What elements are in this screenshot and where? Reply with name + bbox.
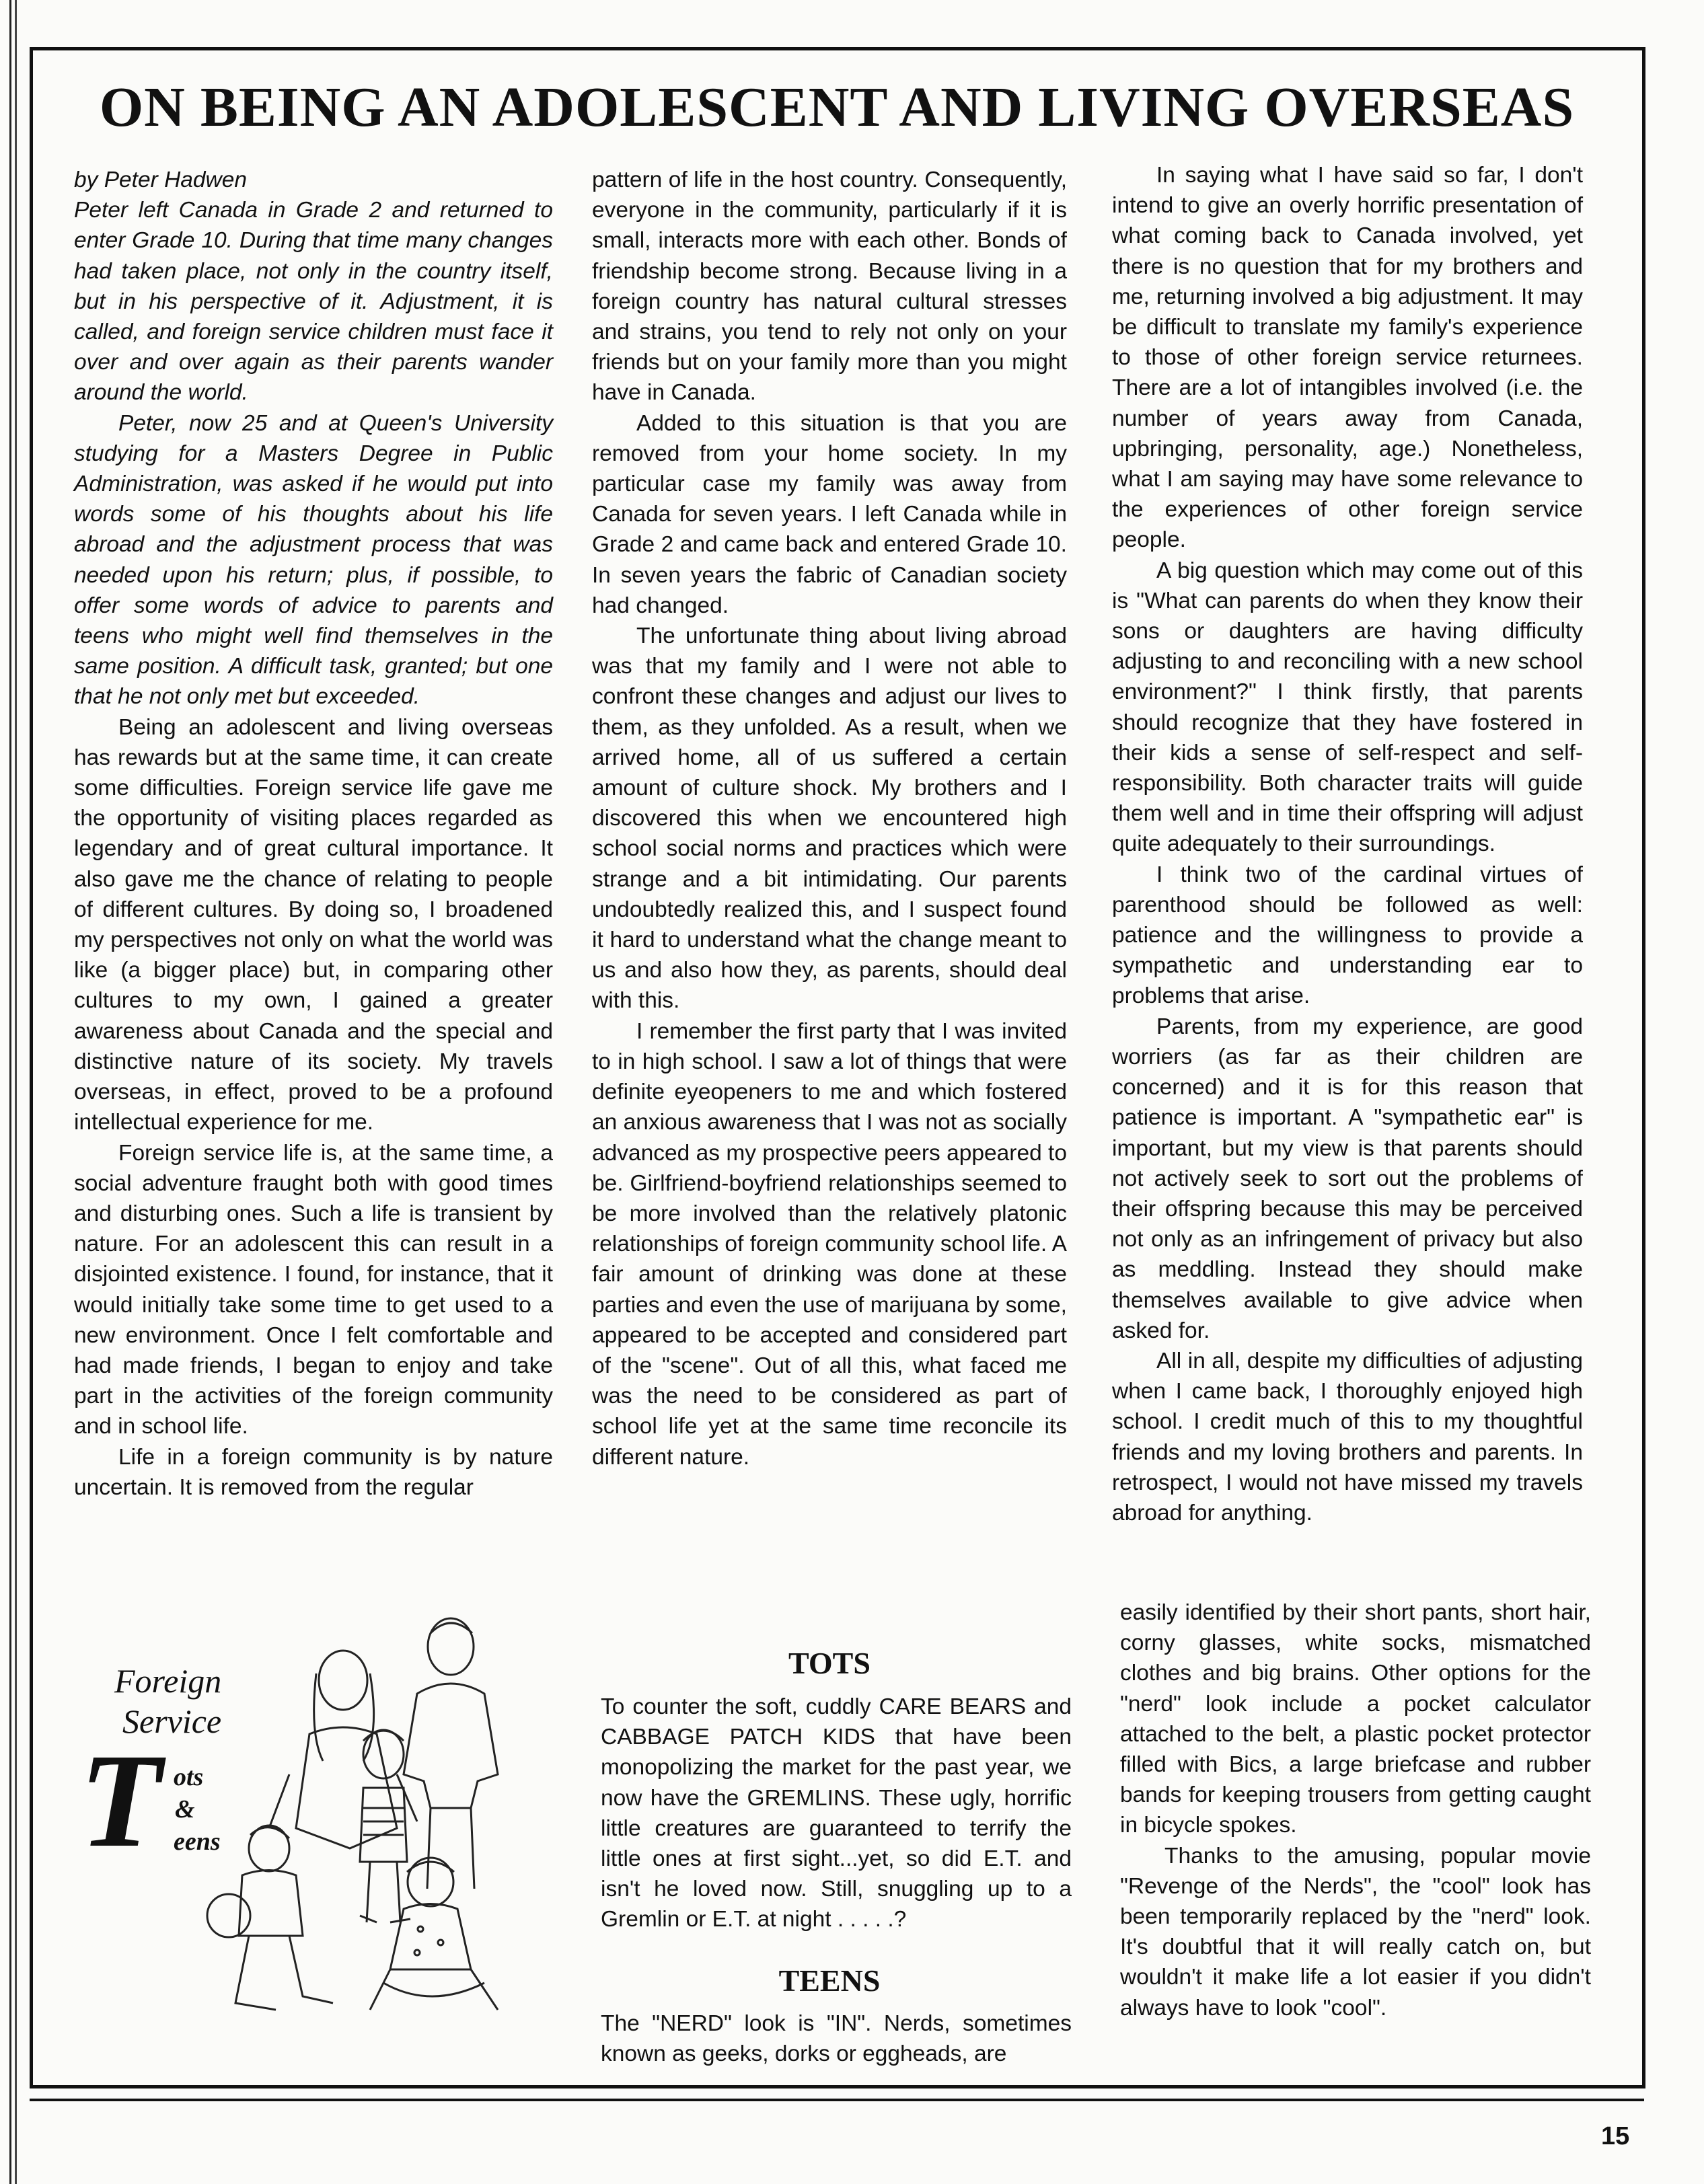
figure-teen-girl bbox=[269, 1651, 417, 1848]
body-paragraph: A big question which may come out of this is "What can parents do when they know their sons or daughters are having difficulty adjusting to and reconciling with a new school environment?" I think firstly, that parents should recognize that they have fostered in their kids a sense of self-respect and self-responsibility. Both character traits will guide them well and in time their offspring will adjust quite adequately to their surroundings. bbox=[1112, 558, 1583, 857]
body-paragraph: Added to this situation is that you are removed from your home society. In my particular case my family was away from Canada for seven years. I left Canada while in Grade 2 and came back and entered Grade 10. In seven years the fabric of Canadian society had changed. bbox=[592, 410, 1067, 618]
figure-boy bbox=[207, 1825, 333, 2010]
figure-toddler bbox=[370, 1858, 498, 2010]
teens-heading: TEENS bbox=[778, 1963, 881, 1998]
tots-body bbox=[601, 1692, 1072, 1935]
body-paragraph: I remember the first party that I was invited to in high school. I saw a lot of things that were definite eyeopeners to me and which fostered an anxious awareness that I was not as socially advanced as my prospective peers appeared to be. Girlfriend-boyfriend relationships seemed to be more involved than the relatively platonic relationships of foreign community school life. A fair amount of drinking was done at these parties and even the use of marijuana by some, appeared to be accepted and considered part of the "scene". Out of all this, what faced me was the need to be considered as part of school life yet at the same time reconcile its different nature. bbox=[592, 1018, 1067, 1470]
body-paragraph: pattern of life in the host country. Consequently, everyone in the community, particularly if it is small, interacts more with each other. Bonds of friendship become strong. Because living in a foreign country has natural cultural stresses and strains, you tend to rely not only on your friends but on your family more than you might have in Canada. bbox=[592, 167, 1067, 406]
column-2 bbox=[592, 165, 1067, 1472]
teens-column-continued bbox=[1120, 1597, 1591, 2023]
teens-body bbox=[601, 2008, 1072, 2069]
figure-girl bbox=[360, 1730, 410, 1922]
body-paragraph: In saying what I have said so far, I don't intend to give an overly horrific presentation of what coming back to Canada involved, yet there is no question that for my brothers and me, returning involved a big adjustment. It may be difficult to translate my family's experience to those of other foreign service returnees. There are a lot of intangibles involved (i.e. the number of years away from Canada, upbringing, personality, age.) Nonetheless, what I am saying may have some relevance to the experiences of other foreign service people. bbox=[1112, 163, 1583, 553]
body-paragraph: Being an adolescent and living overseas has rewards but at the same time, it can create some difficulties. Foreign service life gave me the opportunity of visiting places regarded as legendary and of great cultural importance. It also gave me the chance of relating to people of different cultures. By doing so, I broadened my perspectives not only on what the world was like (a bigger place) but, in comparing other cultures to my own, I gained a greater awareness about Canada and the special and distinctive nature of its society. My travels overseas, in effect, proved to be a profound intellectual experience for me. bbox=[74, 714, 553, 1135]
body-paragraph: All in all, despite my difficulties of adjusting when I came back, I thoroughly enjoyed high school. I credit much of this to my thoughtful friends and my loving brothers and parents. In retrospect, I would not have missed my travels abroad for anything. bbox=[1112, 1348, 1583, 1526]
tots-heading: TOTS bbox=[788, 1646, 870, 1680]
bottom-rule bbox=[30, 2099, 1644, 2101]
byline: by Peter Hadwen bbox=[74, 167, 247, 192]
column-3 bbox=[1112, 160, 1583, 1528]
teens-paragraph: easily identified by their short pants, short hair, corny glasses, white socks, mismatched clothes and big brains. Other options for the "nerd" look include a pocket calculator attached to the belt, a plastic pocket protector filled with Bics, a large briefcase and rubber bands for keeping trousers from getting caught in bicycle spokes. bbox=[1120, 1600, 1591, 1838]
tots-paragraph: To counter the soft, cuddly CARE BEARS and CABBAGE PATCH KIDS that have been monopolizing the market for the past year, we now have the GREMLINS. These ugly, horrific little creatures are guaranteed to terrify the little ones at first sight...yet, so did E.T. and isn't he loved now. Still, snuggling up to a Gremlin or E.T. at night . . . . .? bbox=[601, 1694, 1072, 1932]
article-title: ON BEING AN ADOLESCENT AND LIVING OVERSEAS bbox=[99, 76, 1575, 139]
logo-service: Service bbox=[122, 1702, 222, 1740]
logo-ampersand: & bbox=[175, 1795, 195, 1823]
teens-paragraph: Thanks to the amusing, popular movie "Revenge of the Nerds", the "cool" look has been temporarily replaced by the "nerd" look. It's doubtful that it will really catch on, but wouldn't it make life a lot easier if you didn't always have to look "cool". bbox=[1120, 1843, 1591, 2021]
body-paragraph: Parents, from my experience, are good worriers (as far as their children are concerned) and it is for this reason that patience is important. A "sympathetic ear" is important, but my view is that parents should not actively seek to sort out the problems of their offspring because this may be perceived not only as an infringement of privacy but also as meddling. Instead they should make themselves available to give advice when asked for. bbox=[1112, 1014, 1583, 1343]
logo-ots: ots bbox=[174, 1763, 204, 1791]
body-paragraph: Foreign service life is, at the same time, a social adventure fraught both with good times and disturbing ones. Such a life is transient by nature. For an adolescent this can result in a disjointed existence. I found, for instance, that it would initially take some time to get used to a new environment. Once I felt comfortable and had made friends, I began to enjoy and take part in the activities of the foreign community and in school life. bbox=[74, 1140, 553, 1439]
page-number: 15 bbox=[1601, 2122, 1630, 2150]
logo-drop-cap-t: T bbox=[79, 1727, 162, 1875]
body-paragraph: Life in a foreign community is by nature uncertain. It is removed from the regular bbox=[74, 1444, 553, 1500]
logo-foreign: Foreign bbox=[114, 1662, 222, 1700]
intro-paragraph: Peter left Canada in Grade 2 and returned to enter Grade 10. During that time many changes had taken place, not only in the country itself, but in his perspective of it. Adjustment, it is called, and foreign service children must face it over and over again as their parents wander around the world. bbox=[74, 198, 553, 406]
binding-line bbox=[15, 0, 17, 2184]
body-paragraph: I think two of the cardinal virtues of parenthood should be followed as well: patience and the willingness to provide a sympathetic and understanding ear to problems that arise. bbox=[1112, 862, 1583, 1009]
binding-edge bbox=[0, 0, 11, 2184]
intro-paragraph: Peter, now 25 and at Queen's University studying for a Masters Degree in Public Administration, was asked if he would put into words some of his thoughts about his life abroad and the adjustment process that was needed upon his return; plus, if possible, to offer some words of advice to parents and teens who might well find themselves in the same position. A difficult task, granted; but one that he not only met but exceeded. bbox=[74, 410, 553, 710]
figure-teen-boy bbox=[404, 1618, 498, 1889]
logo-eens: eens bbox=[174, 1828, 221, 1856]
column-1 bbox=[74, 165, 553, 1503]
body-paragraph: The unfortunate thing about living abroad was that my family and I were not able to confront these changes and adjust our lives to them, as they unfolded. As a result, when we arrived home, all of us suffered a certain amount of culture shock. My brothers and I discovered this when we encountered high school social norms and practices which were strange and a bit intimidating. Our parents undoubtedly realized this, and I suspect found it hard to understand what the change meant to us and also how they, as parents, should deal with this. bbox=[592, 624, 1067, 1014]
teens-paragraph: The "NERD" look is "IN". Nerds, sometimes known as geeks, dorks or eggheads, are bbox=[601, 2011, 1072, 2067]
